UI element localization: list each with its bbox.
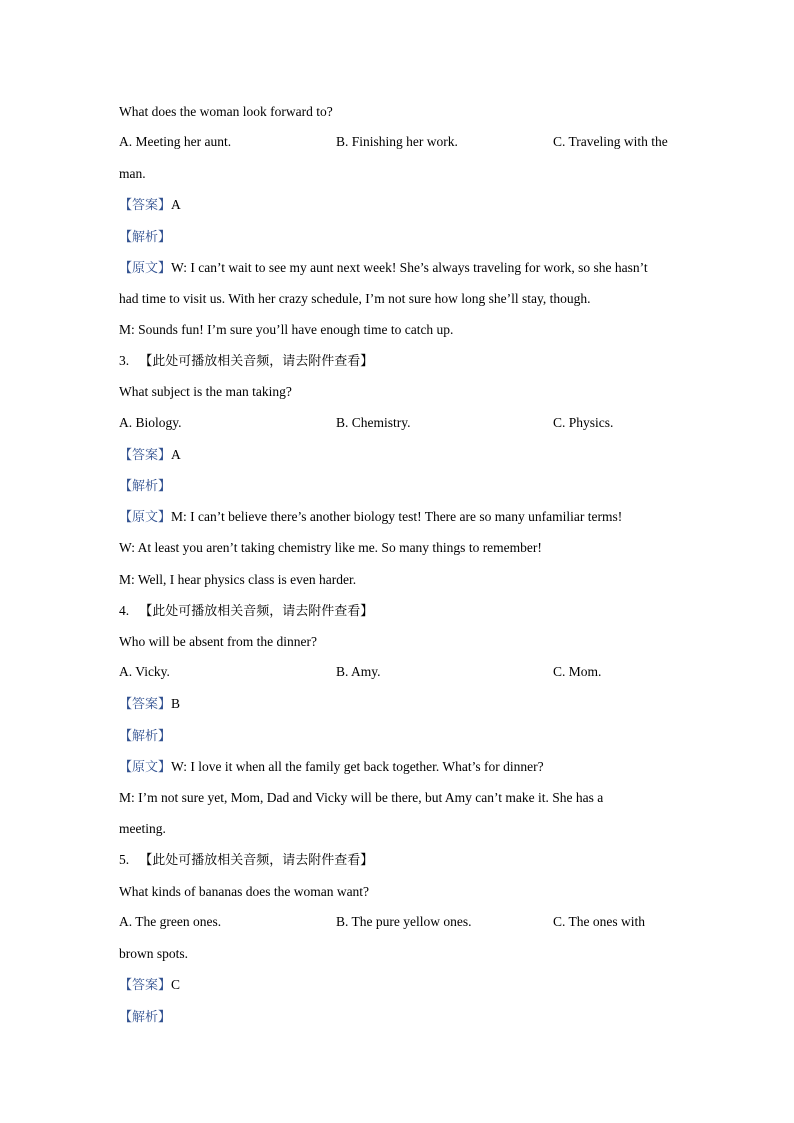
- audio-note: 【此处可播放相关音频，请去附件查看】: [139, 853, 374, 868]
- option-b: B. Chemistry.: [336, 415, 411, 430]
- answer-label: 【答案】: [119, 697, 172, 712]
- transcript-text: M: I can’t believe there’s another biology test! There are so many unfamiliar terms!: [171, 509, 623, 524]
- transcript-line: [119, 508, 622, 527]
- transcript-text: M: I’m not sure yet, Mom, Dad and Vicky will be there, but Amy can’t make it. She has a: [119, 790, 604, 805]
- option-a: A. The green ones.: [119, 914, 222, 929]
- question-number: 3.: [119, 353, 130, 368]
- option-c: C. Physics.: [553, 415, 614, 430]
- option-a: A. Meeting her aunt.: [119, 134, 232, 149]
- option-c: C. Traveling with the: [553, 134, 668, 149]
- analysis-line: [119, 228, 171, 247]
- analysis-line: [119, 477, 171, 496]
- answer-value: A: [171, 447, 181, 462]
- question-number: 5.: [119, 852, 130, 867]
- answer-value: C: [171, 977, 181, 992]
- question-4-text: Who will be absent from the dinner?: [119, 634, 317, 649]
- transcript-text: W: I can’t wait to see my aunt next week! She’s always traveling for work, so she hasn’t: [171, 260, 648, 275]
- transcript-label: 【原文】: [119, 760, 172, 775]
- audio-note: 【此处可播放相关音频，请去附件查看】: [139, 604, 374, 619]
- answer-label: 【答案】: [119, 978, 172, 993]
- transcript-text: W: I love it when all the family get back together. What’s for dinner?: [171, 759, 544, 774]
- answer-line: [119, 976, 180, 995]
- answer-label: 【答案】: [119, 448, 172, 463]
- question-number: 4.: [119, 603, 130, 618]
- audio-note: 【此处可播放相关音频，请去附件查看】: [139, 354, 374, 369]
- question-3-header: [119, 352, 373, 371]
- option-c-continuation: man.: [119, 166, 146, 181]
- option-a: A. Biology.: [119, 415, 182, 430]
- option-c-continuation: brown spots.: [119, 946, 189, 961]
- answer-label: 【答案】: [119, 198, 172, 213]
- question-5-header: [119, 851, 373, 870]
- option-b: B. Finishing her work.: [336, 134, 458, 149]
- answer-line: [119, 695, 180, 714]
- transcript-label: 【原文】: [119, 261, 172, 276]
- question-2-text: What does the woman look forward to?: [119, 104, 333, 119]
- transcript-text: W: At least you aren’t taking chemistry like me. So many things to remember!: [119, 540, 542, 555]
- answer-line: [119, 446, 181, 465]
- answer-line: [119, 196, 181, 215]
- option-c: C. The ones with: [553, 914, 645, 929]
- analysis-label: 【解析】: [119, 230, 172, 245]
- analysis-label: 【解析】: [119, 479, 172, 494]
- option-a: A. Vicky.: [119, 664, 170, 679]
- transcript-line: [119, 758, 544, 777]
- transcript-line: [119, 259, 648, 278]
- answer-value: B: [171, 696, 181, 711]
- analysis-label: 【解析】: [119, 729, 172, 744]
- option-c: C. Mom.: [553, 664, 602, 679]
- answer-value: A: [171, 197, 181, 212]
- question-4-options: [0, 664, 794, 682]
- question-3-text: What subject is the man taking?: [119, 384, 292, 399]
- transcript-text: M: Sounds fun! I’m sure you’ll have enough time to catch up.: [119, 322, 454, 337]
- question-5-text: What kinds of bananas does the woman want?: [119, 884, 370, 899]
- question-5-options: [0, 914, 794, 932]
- transcript-text: M: Well, I hear physics class is even harder.: [119, 572, 357, 587]
- analysis-label: 【解析】: [119, 1010, 172, 1025]
- transcript-text: had time to visit us. With her crazy schedule, I’m not sure how long she’ll stay, though.: [119, 291, 591, 306]
- option-b: B. The pure yellow ones.: [336, 914, 472, 929]
- option-b: B. Amy.: [336, 664, 381, 679]
- question-2-options: [0, 134, 794, 152]
- analysis-line: [119, 1008, 171, 1027]
- transcript-text: meeting.: [119, 821, 166, 836]
- analysis-line: [119, 727, 171, 746]
- question-4-header: [119, 602, 373, 621]
- question-3-options: [0, 415, 794, 433]
- transcript-label: 【原文】: [119, 510, 172, 525]
